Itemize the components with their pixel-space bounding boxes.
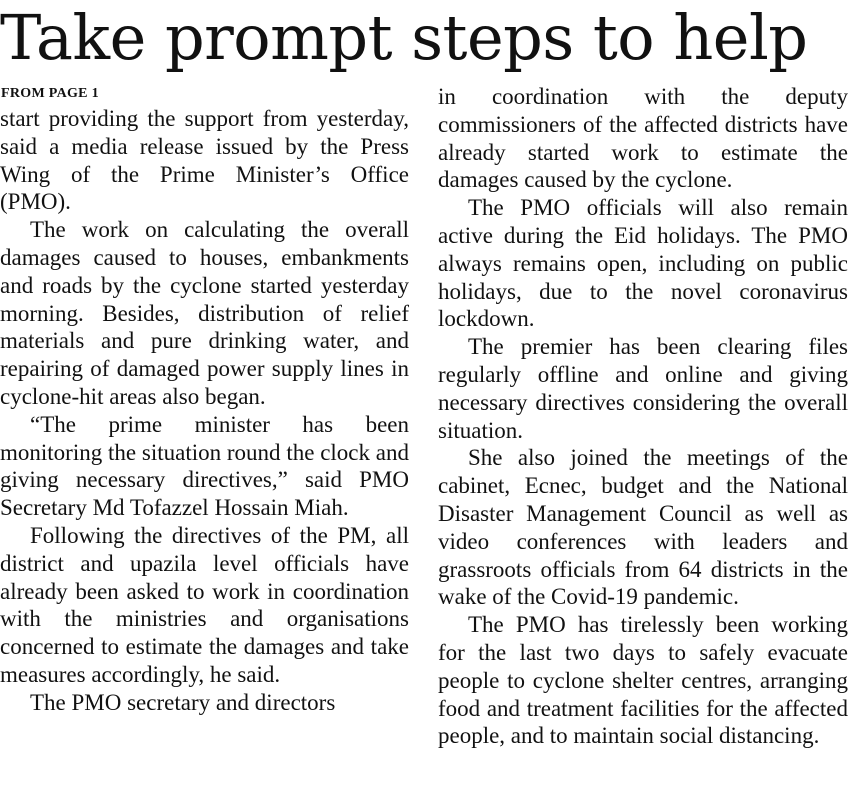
paragraph: “The prime minister has been monitoring the situation round the clock and giving necessary directives,” said PMO Secretary Md Tofazzel Hossain Miah.	[0, 411, 409, 521]
paragraph: start providing the support from yesterday, said a media release issued by the Press Wing of the Prime Minister’s Office (PMO).	[0, 106, 409, 215]
headline: Take prompt steps to help	[0, 1, 808, 74]
paragraph: The premier has been clearing files regularly offline and online and giving necessary directives considering the overall situation.	[438, 334, 848, 443]
paragraph: The PMO secretary and directors	[30, 689, 336, 715]
paragraph: The work on calculating the overall damages caused to houses, embankments and roads by the cyclone started yesterday morning. Besides, distribution of relief materials and pure drinking water, and repairing of damaged power supply lines in cyclone-hit areas also began.	[0, 217, 409, 409]
article-column-right	[438, 83, 848, 750]
paragraph: in coordination with the deputy commissioners of the affected districts have already started work to estimate the damages caused by the cyclone.	[438, 84, 848, 193]
paragraph: The PMO has tirelessly been working for the last two days to safely evacuate people to cyclone shelter centres, arranging food and treatment facilities for the affected people, and to maintain social distancing.	[438, 612, 848, 749]
article-column-left	[0, 105, 409, 717]
continuation-label: FROM PAGE 1	[1, 86, 99, 101]
paragraph: She also joined the meetings of the cabinet, Ecnec, budget and the National Disaster Management Council as well as video conferences with leaders and grassroots officials from 64 districts in the wake of the Covid-19 pandemic.	[438, 445, 848, 610]
paragraph: The PMO officials will also remain active during the Eid holidays. The PMO always remains open, including on public holidays, due to the novel coronavirus lockdown.	[438, 195, 848, 332]
paragraph: Following the directives of the PM, all district and upazila level officials have already been asked to work in coordination with the ministries and organisations concerned to estimate the damages and take measures accordingly, he said.	[0, 522, 409, 687]
